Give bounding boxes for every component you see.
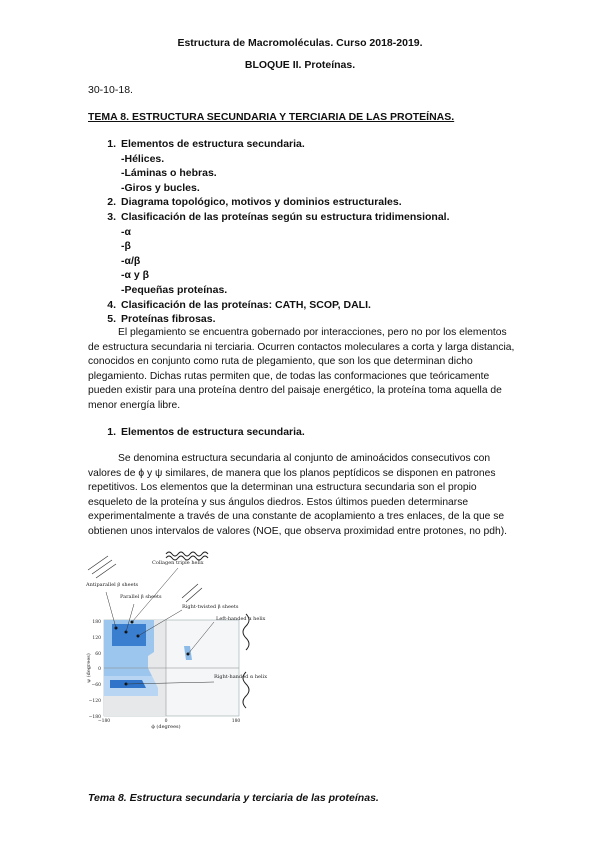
toc-sub-label: -Giros y bucles. [121, 181, 200, 194]
left-helix-label: Left-handed α helix [216, 616, 266, 622]
right-helix-label: Right-handed α helix [214, 674, 268, 680]
block-header: BLOQUE II. Proteínas. [244, 59, 356, 71]
toc-label: Elementos de estructura secundaria. [121, 138, 305, 150]
toc-number: 1. [107, 138, 116, 150]
xtick-label: −180 [97, 719, 111, 724]
page-footer: Tema 8. Estructura secundaria y terciaria de las proteínas. [88, 792, 379, 804]
toc-sub-label: -α [121, 225, 131, 238]
ytick-label: −180 [88, 715, 101, 720]
toc-number: 2. [107, 196, 116, 209]
section-label: Elementos de estructura secundaria. [121, 426, 305, 438]
section-heading [100, 426, 305, 438]
ytick-label: 180 [92, 620, 101, 625]
toc-sub-label: -β [121, 240, 131, 253]
ramachandran-plot [86, 548, 268, 730]
ytick-label: 120 [92, 636, 101, 641]
ytick-label: −120 [88, 699, 101, 704]
ytick-label: −60 [91, 683, 101, 688]
antiparallel-label: Antiparallel β sheets [86, 582, 139, 588]
antiparallel-sheet-sketch [88, 556, 116, 578]
intro-paragraph-text: El plegamiento se encuentra gobernado por interacciones, pero no por los elementos de estructura secundaria ni terciaria. Ocurren contactos moleculares a corta y larga distancia, conocidos en conjunto como ruta de plegamiento, que son los que determinan dicho plegamiento. Dichas rutas permiten que, de todas las conformaciones que teóricamente pueden existir para una proteína dentro del paisaje energético, la proteína toma aquella de menor energía libre. [88, 327, 515, 411]
right-twisted-label: Right-twisted β sheets [182, 604, 239, 610]
section-number: 1. [107, 426, 116, 438]
xtick-label: 0 [164, 719, 168, 724]
xtick-label: 180 [231, 719, 241, 724]
toc-number: 3. [107, 210, 116, 223]
toc-label: Proteínas fibrosas. [121, 313, 216, 326]
yaxis-label: ψ (degrees) [86, 653, 92, 683]
tema-title: TEMA 8. ESTRUCTURA SECUNDARIA Y TERCIARIA DE LAS PROTEÍNAS. [88, 111, 455, 123]
toc-label: Clasificación de las proteínas según su estructura tridimensional. [121, 210, 450, 223]
secondary-structure-paragraph-text: Se denomina estructura secundaria al conjunto de aminoácidos consecutivos con valores de ϕ y ψ similares, de manera que los planos peptídicos se disponen en patrones repetitivos. Los elementos que la determinan una estructura secundaria son el propio esqueleto de la proteína y sus ángulos diedros. Estos últimos pueden determinarse experimentalmente a través de una constante de acoplamiento a tres enlaces, de la que se obtienen unos intervalos de valores (NOE, que observa proximidad entre protones, no pdh). [88, 453, 507, 537]
toc-sub-label: -Láminas o hebras. [121, 167, 217, 180]
toc-label: Diagrama topológico, motivos y dominios estructurales. [121, 196, 402, 209]
toc-sub-label: -Pequeñas proteínas. [121, 283, 228, 296]
date-label: 30-10-18. [88, 84, 133, 96]
ytick-label: 0 [98, 667, 101, 672]
xaxis-label: ϕ (degrees) [151, 724, 181, 730]
toc-sub-label: -α/β [121, 254, 141, 267]
toc-label: Clasificación de las proteínas: CATH, SCOP, DALI. [121, 298, 371, 311]
twisted-sheet-sketch [182, 584, 202, 602]
toc-number: 5. [107, 313, 116, 326]
parallel-label: Parallel β sheets [120, 594, 162, 600]
intro-paragraph [88, 326, 516, 414]
collagen-helix-sketch [166, 552, 208, 556]
toc-sub-label: -Hélices. [121, 152, 165, 165]
toc-sub-label: -α y β [121, 269, 150, 282]
collagen-label: Collagen triple helix [152, 560, 204, 566]
toc-number: 4. [107, 298, 116, 311]
secondary-structure-paragraph [88, 452, 516, 540]
ytick-label: 60 [95, 652, 101, 657]
course-header: Estructura de Macromoléculas. Curso 2018-2019. [177, 37, 423, 49]
